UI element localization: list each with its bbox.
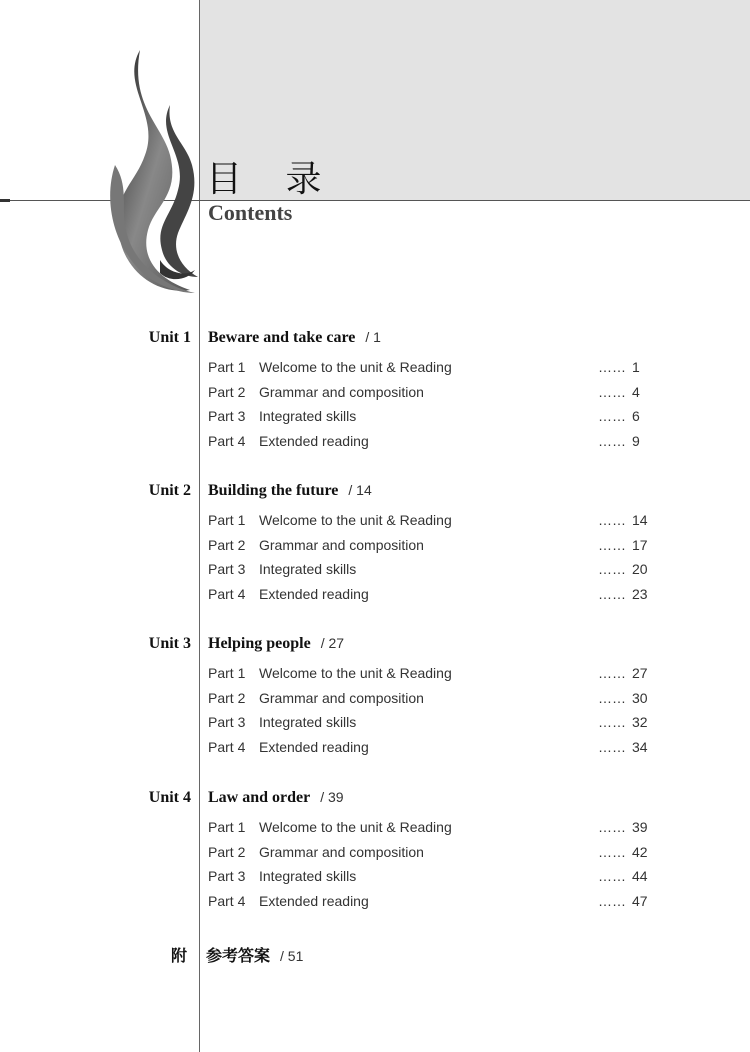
unit-label: Unit 2 (148, 482, 191, 499)
divider-mark (0, 199, 10, 202)
appendix-title: 参考答案 / 51 (206, 946, 304, 965)
unit-title: Law and order / 39 (208, 789, 344, 806)
leader-dots: …… (598, 739, 626, 755)
part-number: Part 1 (208, 359, 246, 375)
leader-dots: …… (598, 359, 626, 375)
toc-entry[interactable] (0, 561, 750, 581)
page-number: 6 (632, 408, 640, 424)
page-number: 42 (632, 844, 648, 860)
toc-entry[interactable] (0, 690, 750, 710)
part-number: Part 4 (208, 893, 246, 909)
part-title: Welcome to the unit & Reading (259, 665, 452, 681)
part-title: Grammar and composition (259, 690, 424, 706)
leader-dots: …… (598, 537, 626, 553)
toc-entry[interactable] (0, 384, 750, 404)
page-number: 14 (632, 512, 648, 528)
part-number: Part 3 (208, 408, 246, 424)
toc-entry[interactable] (0, 739, 750, 759)
page-number: 27 (632, 665, 648, 681)
leader-dots: …… (598, 561, 626, 577)
leader-dots: …… (598, 665, 626, 681)
title-chinese: 目 录 (206, 159, 338, 200)
page-number: 32 (632, 714, 648, 730)
part-title: Extended reading (259, 739, 369, 755)
unit-heading[interactable] (0, 482, 750, 504)
part-title: Integrated skills (259, 868, 357, 884)
appendix-page: / 51 (280, 948, 304, 964)
unit-page: / 1 (365, 329, 381, 345)
page-number: 30 (632, 690, 648, 706)
part-number: Part 2 (208, 537, 246, 553)
part-title: Extended reading (259, 893, 369, 909)
leader-dots: …… (598, 893, 626, 909)
part-number: Part 4 (208, 739, 246, 755)
page-number: 20 (632, 561, 648, 577)
part-number: Part 4 (208, 433, 246, 449)
toc-entry[interactable] (0, 408, 750, 428)
unit-title: Helping people / 27 (208, 635, 345, 652)
unit-label: Unit 4 (148, 789, 191, 806)
unit-title: Building the future / 14 (208, 482, 372, 499)
unit-heading[interactable] (0, 789, 750, 811)
unit-page: / 27 (320, 635, 345, 651)
page-number: 44 (632, 868, 648, 884)
part-title: Grammar and composition (259, 537, 424, 553)
part-title: Extended reading (259, 433, 369, 449)
toc-entry[interactable] (0, 819, 750, 839)
toc-entry[interactable] (0, 844, 750, 864)
leader-dots: …… (598, 690, 626, 706)
page-number: 23 (632, 586, 648, 602)
part-number: Part 3 (208, 561, 246, 577)
page-number: 4 (632, 384, 640, 400)
part-number: Part 2 (208, 844, 246, 860)
leader-dots: …… (598, 714, 626, 730)
page-number: 9 (632, 433, 640, 449)
leader-dots: …… (598, 844, 626, 860)
toc-entry[interactable] (0, 512, 750, 532)
part-number: Part 1 (208, 665, 246, 681)
part-number: Part 2 (208, 384, 246, 400)
flame-decoration-icon (100, 45, 210, 305)
unit-title: Beware and take care / 1 (208, 329, 381, 346)
toc-entry[interactable] (0, 586, 750, 606)
page-number: 17 (632, 537, 648, 553)
leader-dots: …… (598, 512, 626, 528)
part-number: Part 2 (208, 690, 246, 706)
part-number: Part 3 (208, 868, 246, 884)
unit-page: / 39 (320, 789, 344, 805)
toc-entry[interactable] (0, 359, 750, 379)
part-title: Integrated skills (259, 408, 357, 424)
part-title: Integrated skills (259, 714, 357, 730)
appendix-label: 附 (171, 946, 188, 965)
appendix-heading[interactable] (0, 943, 750, 965)
page-number: 34 (632, 739, 648, 755)
leader-dots: …… (598, 819, 626, 835)
toc-entry[interactable] (0, 537, 750, 557)
toc-entry[interactable] (0, 665, 750, 685)
leader-dots: …… (598, 384, 626, 400)
toc-entry[interactable] (0, 868, 750, 888)
part-title: Extended reading (259, 586, 369, 602)
page-number: 47 (632, 893, 648, 909)
unit-heading[interactable] (0, 329, 750, 351)
part-number: Part 1 (208, 512, 246, 528)
part-number: Part 1 (208, 819, 246, 835)
toc-entry[interactable] (0, 433, 750, 453)
part-title: Welcome to the unit & Reading (259, 819, 452, 835)
part-number: Part 4 (208, 586, 246, 602)
part-number: Part 3 (208, 714, 246, 730)
unit-label: Unit 1 (148, 329, 191, 346)
leader-dots: …… (598, 433, 626, 449)
leader-dots: …… (598, 868, 626, 884)
leader-dots: …… (598, 408, 626, 424)
part-title: Integrated skills (259, 561, 357, 577)
part-title: Welcome to the unit & Reading (259, 359, 452, 375)
page-number: 1 (632, 359, 640, 375)
part-title: Welcome to the unit & Reading (259, 512, 452, 528)
page-number: 39 (632, 819, 648, 835)
title-english: Contents (208, 200, 293, 225)
part-title: Grammar and composition (259, 384, 424, 400)
part-title: Grammar and composition (259, 844, 424, 860)
leader-dots: …… (598, 586, 626, 602)
toc-entry[interactable] (0, 714, 750, 734)
unit-page: / 14 (348, 482, 372, 498)
unit-heading[interactable] (0, 635, 750, 657)
toc-entry[interactable] (0, 893, 750, 913)
unit-label: Unit 3 (148, 635, 191, 652)
